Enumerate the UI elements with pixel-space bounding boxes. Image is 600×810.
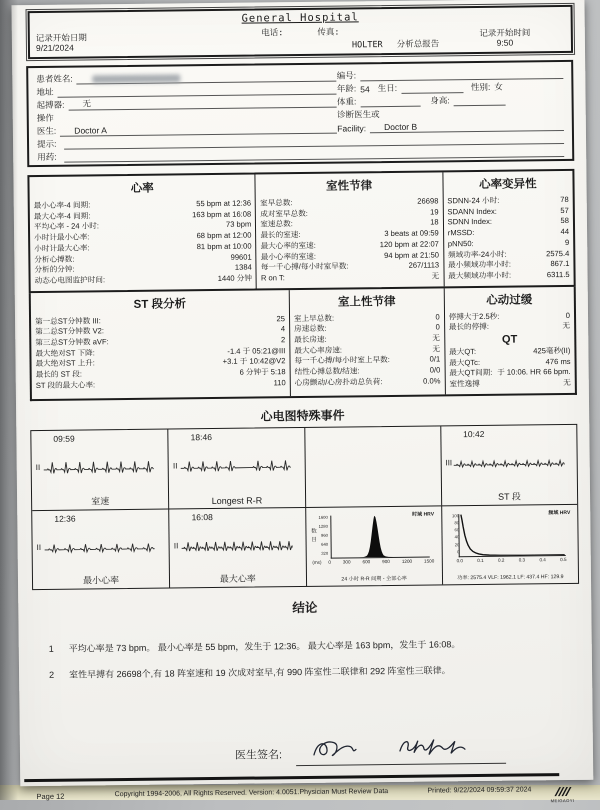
power-spectrum-curve: [459, 513, 565, 556]
record-start-date-label: 记录开始日期: [35, 32, 87, 43]
x-tick: 1500: [424, 558, 435, 564]
stat-label: 每一千心搏/每小时室早数:: [260, 261, 349, 272]
stat-value: 19: [430, 207, 439, 217]
stat-value: 267/1113: [408, 260, 440, 271]
doctor-label: 医生:: [36, 125, 57, 136]
stat-value: 25: [276, 313, 286, 323]
stat-value: 无: [562, 321, 571, 331]
summary-table-top: [27, 169, 575, 293]
x-tick: 0.4: [539, 557, 546, 563]
stat-value: 78: [560, 194, 569, 205]
section-bradycardia: [443, 287, 575, 395]
pacemaker-value: 无: [82, 98, 92, 109]
section-st-analysis: [31, 290, 290, 399]
stat-label: 最大绝对ST 下降:: [35, 348, 95, 358]
stat-value: 0.0%: [423, 376, 441, 386]
stat-label: 室性逸搏: [449, 379, 480, 389]
stat-label: 停搏大于2.5秒:: [448, 311, 500, 321]
conclusion-item: [49, 637, 562, 656]
stat-value: 73 bpm: [225, 219, 252, 230]
patient-info-box: [26, 60, 574, 167]
stat-label: 每一千心搏/每小时室上早数:: [294, 355, 390, 366]
supraventricular-rows: [294, 312, 441, 389]
ecg-strip-max-hr: [168, 507, 305, 588]
stat-label: SDANN Index:: [447, 206, 497, 217]
stat-value: +3.1 于 10:42@V2: [222, 356, 286, 367]
height-field: [454, 94, 506, 107]
stat-value: 无: [432, 333, 440, 343]
strip-time: 18:46: [190, 431, 212, 443]
section-title: 心动过缓: [486, 294, 533, 307]
stat-label: R on T:: [260, 273, 285, 283]
stat-label: ST 段的最大心率:: [35, 380, 96, 390]
strip-caption: 最小心率: [83, 574, 120, 586]
histogram-plot-area: [330, 514, 429, 558]
stat-value: 425毫秒(II): [533, 345, 571, 356]
conclusion-list: [49, 637, 562, 682]
stat-value: 0: [565, 310, 571, 320]
summary-table-bottom: [29, 287, 577, 401]
strip-caption: 最大心率: [219, 573, 256, 584]
ecg-trace: [181, 529, 293, 564]
y-tick: 320: [321, 550, 329, 556]
stat-row: [36, 378, 286, 392]
patient-left-column: [36, 69, 337, 137]
stat-value: -1.4 于 05:21@III: [227, 345, 286, 356]
sex-value: 女: [494, 81, 503, 92]
chart-title: 频域 HRV: [548, 509, 571, 517]
stat-value: 0/0: [429, 365, 441, 375]
handwritten-signature: [296, 731, 501, 763]
y-tick: 100: [452, 513, 460, 519]
stat-row: [449, 378, 570, 390]
stat-value: 110: [273, 378, 286, 388]
stat-value: 6 分钟于 5:18: [239, 367, 286, 377]
stat-value: 4: [280, 324, 286, 334]
stat-label: 最大QT间期:: [449, 368, 493, 378]
stat-label: SDNN Index:: [447, 217, 493, 227]
sex-label: 性别:: [470, 81, 491, 93]
stat-label: 最小心率-4 间期:: [33, 200, 91, 211]
ecg-strip-st-segment: [440, 425, 577, 506]
facility-field: [370, 119, 564, 133]
stat-value: 0: [435, 322, 440, 332]
conclusion-item-number: 2: [49, 669, 55, 680]
lead-label: III: [445, 458, 453, 468]
stat-value: 0: [435, 312, 440, 322]
vendor-logo-icon: [552, 786, 572, 797]
stat-value: 99601: [230, 252, 252, 262]
stat-value: 3 beats at 09:59: [384, 228, 439, 239]
strip-caption: ST 段: [497, 491, 521, 502]
stat-label: 最小心率的室速:: [260, 251, 316, 261]
weight-label: 体重:: [336, 96, 357, 107]
stat-label: 心房颤动/心房扑动总负荷:: [294, 376, 383, 387]
stat-label: 成对室早总数:: [260, 208, 308, 219]
vendor-logo: [545, 786, 579, 803]
stat-row: [448, 270, 569, 282]
stat-label: 分析心搏数:: [34, 254, 75, 264]
birthday-label: 生日:: [377, 82, 398, 94]
bradycardia-rows-bottom: [449, 346, 571, 390]
x-axis: [457, 557, 567, 563]
x-tick: 0.5: [560, 556, 567, 562]
stat-label: 室上早总数:: [293, 313, 335, 323]
section-title: ST 段分析: [133, 297, 187, 311]
footer-divider: [24, 773, 559, 783]
stat-label: 最长的停搏:: [448, 322, 489, 332]
ecg-trace: [43, 531, 155, 566]
signature-row: [235, 728, 593, 767]
stat-value: 55 bpm at 12:36: [196, 198, 252, 209]
section-ventricular-rhythm: [255, 172, 444, 288]
strip-time: 12:36: [54, 513, 76, 524]
hrv-rows: [447, 195, 569, 282]
hospital-name: General Hospital: [241, 11, 359, 25]
strip-time: 10:42: [463, 428, 485, 440]
strip-time: 16:08: [191, 511, 213, 523]
section-title: 室性节律: [325, 180, 373, 193]
stat-row: [261, 271, 439, 284]
ecg-trace: [180, 449, 292, 484]
stat-value: 57: [560, 205, 569, 215]
y-tick: 80: [454, 520, 460, 526]
report-title: 分析总报告: [396, 39, 440, 50]
ecg-strip-vtach: [31, 429, 168, 510]
y-tick: 640: [321, 541, 329, 547]
section-title: 室上性节律: [337, 295, 396, 309]
hint-label: 提示:: [36, 138, 57, 149]
stat-value: 1440 分钟: [217, 273, 252, 283]
lead-label: II: [36, 542, 42, 552]
pacemaker-label: 起搏器:: [36, 99, 65, 110]
x-axis-ticks: [457, 557, 567, 563]
ecg-strip-empty: [304, 426, 441, 507]
stat-label: 小时计最小心率:: [34, 232, 90, 243]
holter-label: HOLTER: [351, 40, 383, 51]
conclusion-item-text: 室性早搏有 26698个,有 18 阵室速和 19 次成对室早,有 990 阵室性二联律和 292 阵室性三联律。: [69, 665, 451, 680]
stat-value: 6311.5: [546, 269, 570, 280]
stat-value: 476 ms: [545, 356, 571, 366]
stat-value: 68 bpm at 12:00: [196, 230, 252, 241]
y-axis-ticks: [315, 515, 328, 556]
stat-value: 2: [280, 335, 286, 345]
section-title: 心率: [130, 182, 154, 195]
ecg-trace: [452, 446, 564, 481]
stat-label: 最长的 ST 段:: [35, 369, 82, 380]
stat-label: 最大心率的室速:: [260, 240, 316, 251]
doctor-value: Doctor A: [74, 125, 107, 136]
stat-value: 2575.4: [546, 248, 570, 258]
doctor-signature-label: 医生签名:: [234, 749, 283, 762]
stat-row: [35, 273, 252, 286]
page-number: Page 12: [36, 792, 65, 802]
height-label: 身高:: [430, 95, 450, 106]
lead-label: II: [173, 541, 179, 551]
strip-time: 09:59: [53, 433, 75, 444]
x-tick: 0: [328, 559, 331, 565]
lead-label: II: [172, 461, 178, 471]
stat-label: SDNN-24 小时:: [447, 195, 500, 206]
spectrum-plot-area: [458, 513, 565, 557]
x-axis: [312, 558, 434, 564]
stat-row: [295, 376, 441, 388]
x-axis-ticks: [328, 558, 434, 564]
y-axis-label: 数目: [309, 527, 317, 545]
stat-label: 房速总数:: [294, 324, 327, 334]
facility-value: Doctor B: [384, 121, 418, 133]
heart-rate-rows: [34, 199, 252, 287]
record-start-time: [445, 27, 565, 50]
stat-value: 81 bpm at 10:00: [196, 241, 252, 251]
qt-subtitle: QT: [501, 333, 518, 346]
strip-caption: 室速: [91, 496, 110, 507]
stat-label: 室早总数:: [260, 198, 293, 208]
stat-label: 最小频域功率小时:: [448, 259, 512, 270]
stat-value: 120 bpm at 22:07: [379, 239, 439, 249]
stat-value: 1384: [234, 262, 252, 272]
stat-value: 无: [563, 378, 571, 388]
section-heart-rate: [29, 175, 256, 291]
stat-value: 58: [560, 216, 569, 226]
stat-value: 94 bpm at 21:50: [384, 249, 440, 260]
time-domain-hrv-chart: [305, 505, 442, 586]
x-tick: 900: [382, 558, 390, 564]
y-tick: 1600: [318, 514, 328, 520]
frequency-domain-hrv-chart: [441, 504, 578, 585]
chart-title: 时域 HRV: [412, 511, 435, 518]
fax-label: 传真:: [317, 27, 340, 38]
stat-value: 9: [564, 237, 570, 247]
x-tick: 0.0: [456, 558, 463, 564]
stat-label: 第一总ST分钟数 III:: [35, 315, 101, 326]
stat-label: 最大频域功率小时:: [448, 270, 512, 281]
conclusion-item-text: 平均心率是 73 bpm。 最小心率是 55 bpm，发生于 12:36。 最大心率是 163 bpm，发生于 16:08。: [68, 639, 461, 654]
stat-label: 室速总数:: [260, 219, 293, 229]
conclusion-title: 结论: [292, 600, 318, 615]
stat-label: pNN50:: [447, 238, 474, 249]
y-tick: 960: [320, 532, 329, 538]
y-tick: 40: [454, 534, 460, 540]
stat-label: 第三总ST分钟数 aVF:: [35, 337, 109, 348]
x-tick: 300: [342, 559, 351, 565]
age-label: 年龄:: [336, 83, 357, 94]
age-value: 54: [360, 84, 370, 95]
stat-label: 动态心电图监护时间:: [34, 275, 106, 285]
phone-label: 电话:: [261, 28, 284, 39]
report-header: [28, 5, 574, 59]
chart-caption: 功率: 2575.4 VLF: 1962.1 LF: 437.4 HF: 129.9: [457, 573, 564, 582]
x-axis-unit: (ms): [312, 559, 322, 565]
doctor-signature-field: [296, 729, 506, 766]
stat-value: 18: [430, 217, 439, 227]
ecg-strip-min-hr: [32, 508, 169, 589]
stat-label: 最长的室速:: [260, 230, 301, 240]
stat-label: 最大绝对ST 上升:: [35, 358, 95, 369]
record-start-date: [36, 32, 156, 55]
chart-caption: 24 小时 R-R 间期 - 全部心率: [341, 575, 407, 583]
y-tick: 60: [454, 527, 460, 533]
stat-value: 无: [431, 271, 440, 281]
report-title-row: [156, 37, 445, 52]
y-tick: 1280: [318, 523, 328, 529]
stat-label: 最大心率房速:: [294, 345, 343, 355]
facility-label: Facility:: [337, 123, 367, 134]
stat-row: [449, 367, 570, 379]
y-tick: 20: [454, 541, 460, 547]
stat-label: 分析的分钟:: [34, 264, 75, 275]
stat-label: 最长房速:: [294, 334, 327, 345]
record-start-time-value: 9:50: [496, 37, 514, 48]
st-rows: [35, 314, 286, 392]
redacted-patient-name: [93, 74, 181, 83]
patient-right-column: [337, 66, 564, 134]
section-supraventricular: [289, 288, 445, 396]
x-tick: 600: [362, 559, 371, 565]
stat-label: 小时计最大心率:: [34, 243, 90, 253]
x-tick: 0.2: [497, 557, 505, 563]
stat-value: 163 bpm at 16:08: [192, 209, 252, 219]
ecg-strip-longest-rr: [168, 428, 305, 509]
record-start-time-label: 记录开始时间: [479, 27, 531, 38]
stat-value: 867.1: [550, 259, 570, 269]
patient-name-label: 患者姓名:: [36, 73, 73, 84]
operator-label: 操作: [36, 112, 54, 123]
patient-id-field: [360, 67, 563, 81]
conclusion-item: [49, 663, 562, 682]
stat-label: 第二总ST分钟数 V2:: [35, 326, 105, 337]
rr-histogram-shape: [331, 514, 429, 557]
section-hrv: [442, 171, 574, 286]
holter-report-page: [11, 0, 593, 804]
stat-value: 0/1: [429, 354, 441, 364]
lead-label: II: [35, 462, 41, 472]
ventricular-rows: [260, 196, 439, 284]
patient-id-label: 编号:: [336, 70, 357, 81]
printed-timestamp: Printed: 9/22/2024 09:59:37 2024: [427, 786, 532, 795]
header-center: [156, 10, 445, 53]
ecg-trace: [43, 451, 155, 486]
birthday-field: [401, 81, 463, 94]
stat-value: 44: [560, 227, 570, 237]
copyright-text: Copyright 1994-2006, All Rights Reserved. Version: 4.0051.Physician Must Review Data: [114, 788, 389, 799]
x-tick: 0.1: [477, 557, 484, 563]
address-label: 地址: [36, 86, 54, 97]
vendor-logo-text: MEIGAOYI: [550, 798, 575, 804]
stat-label: 频域功率-24小时:: [447, 249, 507, 259]
diagnosing-doctor-label: 诊断医生或: [337, 109, 380, 120]
section-title: 心率变异性: [479, 178, 537, 191]
weight-field: [360, 95, 420, 108]
stat-value: 26698: [417, 196, 439, 206]
stat-label: 最大QT:: [449, 347, 477, 357]
stat-label: rMSSD:: [447, 228, 475, 238]
record-start-date-value: 9/21/2024: [35, 42, 74, 53]
stat-label: 最大QTc:: [449, 357, 481, 368]
x-tick: 1200: [401, 558, 413, 564]
stat-label: 最大心率-4 间期:: [33, 211, 91, 221]
x-tick: 0.3: [518, 557, 526, 563]
stat-value: 无: [432, 344, 441, 354]
y-tick: 0: [457, 549, 460, 555]
stat-value: 于 10:06. HR 66 bpm.: [497, 367, 571, 378]
conclusion-item-number: 1: [48, 643, 54, 654]
stat-label: 结性心搏总数/结速:: [294, 366, 360, 377]
bradycardia-rows-top: [449, 311, 571, 334]
medication-label: 用药:: [37, 151, 57, 162]
ecg-events-grid: [30, 424, 579, 590]
strip-caption: Longest R-R: [211, 495, 263, 506]
stat-label: 平均心率 - 24 小时:: [33, 221, 100, 232]
events-section-title: 心电图特殊事件: [260, 408, 345, 424]
